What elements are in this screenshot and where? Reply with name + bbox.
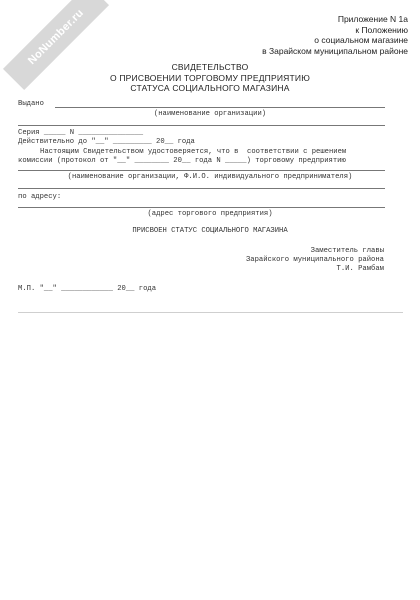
signer-title: Заместитель главы: [310, 247, 384, 255]
title-line-3: СТАТУСА СОЦИАЛЬНОГО МАГАЗИНА: [130, 83, 290, 93]
appendix-note: [262, 14, 408, 56]
signer-name: Т.И. Рамбам: [336, 265, 384, 273]
address-caption: (адрес торгового предприятия): [147, 210, 273, 218]
document-title: [0, 62, 420, 94]
valid-until-line: Действительно до "__" _________ 20__ года: [18, 138, 195, 146]
stamp-date-line: М.П. "__" ____________ 20__ года: [18, 285, 157, 293]
address-label: по адресу:: [18, 193, 62, 201]
series-number-line: Серия _____ N _______________: [18, 129, 144, 137]
appendix-line-1: Приложение N 1а: [337, 14, 408, 24]
issued-to-line: [55, 107, 385, 108]
certify-text-line-1: Настоящим Свидетельством удостоверяется, что в соответствии с решением: [40, 148, 347, 156]
signer-district: Зарайского муниципального района: [245, 256, 384, 264]
org-ip-line: [18, 170, 385, 171]
watermark-banner: NoNumber.ru: [3, 0, 109, 90]
appendix-line-3: о социальном магазине: [314, 35, 408, 45]
org-caption: (наименование организации): [153, 110, 267, 118]
footer-divider: [18, 312, 403, 313]
org-ip-caption: (наименование организации, Ф.И.О. индивидуального предпринимателя): [67, 173, 353, 181]
title-line-1: СВИДЕТЕЛЬСТВО: [171, 62, 249, 72]
address-line: [18, 207, 385, 208]
status-text: ПРИСВОЕН СТАТУС СОЦИАЛЬНОГО МАГАЗИНА: [132, 227, 288, 235]
issued-label: Выдано: [18, 100, 44, 108]
title-line-2: О ПРИСВОЕНИИ ТОРГОВОМУ ПРЕДПРИЯТИЮ: [110, 72, 310, 83]
appendix-line-2: к Положению: [355, 24, 408, 35]
certify-text-line-2: комиссии (протокол от "__" ________ 20__ года N _____) торговому предприятию: [18, 157, 346, 165]
appendix-line-4: в Зарайском муниципальном районе: [262, 45, 408, 56]
org-name-line: [18, 125, 385, 126]
org-ip-line-2: [18, 188, 385, 189]
